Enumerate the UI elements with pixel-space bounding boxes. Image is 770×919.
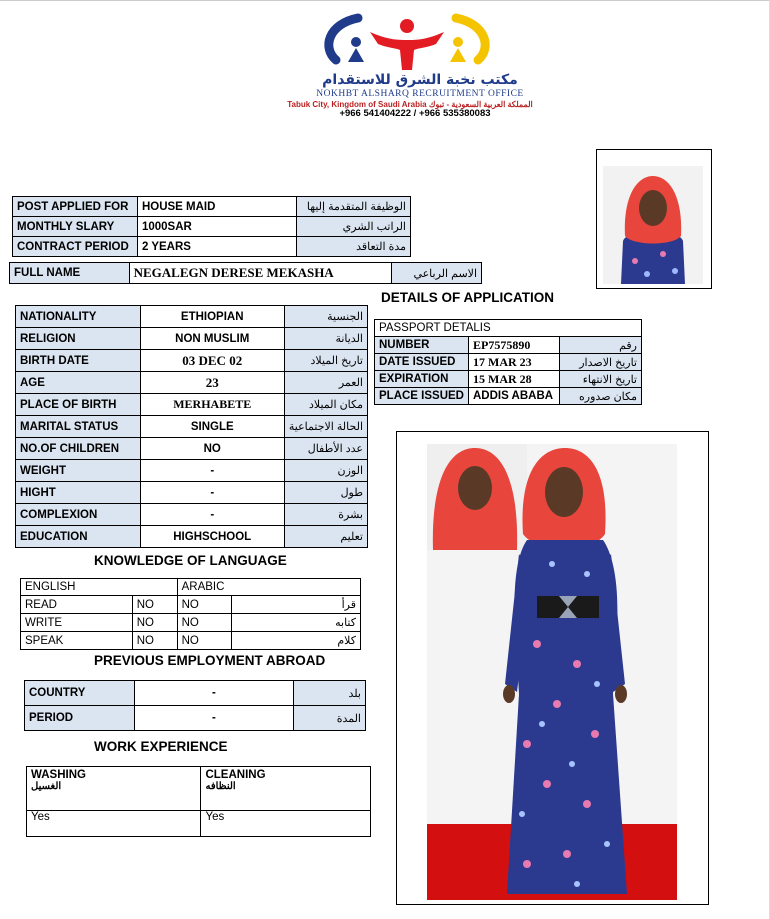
- table-row: [375, 354, 642, 371]
- language-arabic-header: ARABIC: [177, 579, 360, 596]
- previous-employment-heading: PREVIOUS EMPLOYMENT ABROAD: [94, 653, 326, 668]
- contract-label-ar: مدة التعاقد: [297, 237, 411, 257]
- table-row: [16, 350, 368, 372]
- country-value: -: [134, 681, 293, 706]
- details-heading: DETAILS OF APPLICATION: [381, 290, 554, 305]
- marital-status-label-ar: الحالة الاجتماعية: [284, 416, 367, 438]
- age-label-ar: العمر: [284, 372, 367, 394]
- passport-number-label-ar: رقم: [559, 337, 641, 354]
- religion-value: NON MUSLIM: [140, 328, 284, 350]
- complexion-label-ar: بشرة: [284, 504, 367, 526]
- salary-label-ar: الراتب الشري: [297, 217, 411, 237]
- language-write-arabic: NO: [177, 614, 232, 632]
- post-label: POST APPLIED FOR: [13, 197, 138, 217]
- expiration-label: EXPIRATION: [375, 371, 469, 388]
- post-value: HOUSE MAID: [137, 197, 296, 217]
- full-name-label: FULL NAME: [10, 263, 130, 284]
- page-top-border: [0, 0, 770, 1]
- expiration-value: 15 MAR 28: [469, 371, 560, 388]
- cleaning-value: Yes: [201, 811, 371, 837]
- education-label-ar: تعليم: [284, 526, 367, 548]
- religion-label-ar: الديانة: [284, 328, 367, 350]
- nationality-value: ETHIOPIAN: [140, 306, 284, 328]
- table-row: [21, 579, 361, 596]
- table-row: [16, 438, 368, 460]
- passport-table: [374, 319, 642, 405]
- height-value: -: [140, 482, 284, 504]
- place-of-birth-label: PLACE OF BIRTH: [16, 394, 141, 416]
- language-write-label: WRITE: [21, 614, 133, 632]
- office-phones: +966 541404222 / +966 535380083: [339, 108, 491, 119]
- full-name-table: [9, 262, 482, 284]
- language-read-label: READ: [21, 596, 133, 614]
- height-label: HIGHT: [16, 482, 141, 504]
- cleaning-label-ar: النظافه: [205, 781, 236, 792]
- table-row: [25, 681, 366, 706]
- application-table: [12, 196, 411, 257]
- birth-date-label: BIRTH DATE: [16, 350, 141, 372]
- table-row: [16, 460, 368, 482]
- salary-value: 1000SAR: [137, 217, 296, 237]
- cleaning-cell: [201, 767, 371, 811]
- photo-large-frame: [396, 431, 709, 905]
- language-speak-ar: كلام: [232, 632, 361, 650]
- cleaning-label: CLEANING: [205, 769, 266, 781]
- language-speak-arabic: NO: [177, 632, 232, 650]
- place-issued-label: PLACE ISSUED: [375, 388, 469, 405]
- table-row: [21, 596, 361, 614]
- office-address: Tabuk City, Kingdom of Saudi Arabia المملكة العربية السعودية - تبوك: [287, 100, 533, 109]
- work-experience-table: [26, 766, 371, 837]
- complexion-label: COMPLEXION: [16, 504, 141, 526]
- washing-label-ar: الغسيل: [31, 781, 62, 792]
- washing-label: WASHING: [31, 769, 86, 781]
- passport-title: PASSPORT DETALIS: [375, 320, 642, 337]
- period-label-ar: المدة: [294, 706, 366, 731]
- language-speak-english: NO: [132, 632, 177, 650]
- language-write-english: NO: [132, 614, 177, 632]
- table-row: [16, 416, 368, 438]
- age-value: 23: [140, 372, 284, 394]
- contract-value: 2 YEARS: [137, 237, 296, 257]
- table-row: [375, 371, 642, 388]
- children-value: NO: [140, 438, 284, 460]
- birth-date-value: 03 DEC 02: [140, 350, 284, 372]
- date-issued-label: DATE ISSUED: [375, 354, 469, 371]
- previous-employment-table: [24, 680, 366, 731]
- passport-number-value: EP7575890: [469, 337, 560, 354]
- children-label-ar: عدد الأطفال: [284, 438, 367, 460]
- language-heading: KNOWLEDGE OF LANGUAGE: [94, 553, 287, 568]
- work-experience-heading: WORK EXPERIENCE: [94, 739, 228, 754]
- table-row: [375, 337, 642, 354]
- weight-label-ar: الوزن: [284, 460, 367, 482]
- place-of-birth-label-ar: مكان الميلاد: [284, 394, 367, 416]
- table-row: [13, 237, 411, 257]
- table-row: [16, 394, 368, 416]
- date-issued-label-ar: تاريخ الاصدار: [559, 354, 641, 371]
- salary-label: MONTHLY SLARY: [13, 217, 138, 237]
- place-of-birth-value: MERHABETE: [140, 394, 284, 416]
- country-label-ar: بلد: [294, 681, 366, 706]
- table-row: [16, 482, 368, 504]
- children-label: NO.OF CHILDREN: [16, 438, 141, 460]
- language-read-arabic: NO: [177, 596, 232, 614]
- washing-cell: [27, 767, 201, 811]
- birth-date-label-ar: تاريخ الميلاد: [284, 350, 367, 372]
- table-row: [10, 263, 482, 284]
- weight-label: WEIGHT: [16, 460, 141, 482]
- washing-value: Yes: [27, 811, 201, 837]
- marital-status-value: SINGLE: [140, 416, 284, 438]
- language-write-ar: كتابه: [232, 614, 361, 632]
- language-speak-label: SPEAK: [21, 632, 133, 650]
- place-issued-label-ar: مكان صدوره: [559, 388, 641, 405]
- language-english-header: ENGLISH: [21, 579, 178, 596]
- table-row: [16, 526, 368, 548]
- education-value: HIGHSCHOOL: [140, 526, 284, 548]
- complexion-value: -: [140, 504, 284, 526]
- country-label: COUNTRY: [25, 681, 135, 706]
- table-row: [375, 388, 642, 405]
- details-table: [15, 305, 368, 548]
- table-row: [13, 217, 411, 237]
- marital-status-label: MARITAL STATUS: [16, 416, 141, 438]
- date-issued-value: 17 MAR 23: [469, 354, 560, 371]
- weight-value: -: [140, 460, 284, 482]
- post-label-ar: الوظيفة المتقدمة إليها: [297, 197, 411, 217]
- applicant-full-photo: [427, 444, 677, 900]
- passport-number-label: NUMBER: [375, 337, 469, 354]
- age-label: AGE: [16, 372, 141, 394]
- table-row: [21, 614, 361, 632]
- full-name-value: NEGALEGN DERESE MEKASHA: [129, 263, 392, 284]
- table-row: [13, 197, 411, 217]
- table-row: [16, 372, 368, 394]
- office-name-english: NOKHBT ALSHARQ RECRUITMENT OFFICE: [316, 89, 524, 99]
- height-label-ar: طول: [284, 482, 367, 504]
- period-label: PERIOD: [25, 706, 135, 731]
- language-read-ar: قرأ: [232, 596, 361, 614]
- table-row: [16, 306, 368, 328]
- table-row: [27, 811, 371, 837]
- table-row: [25, 706, 366, 731]
- contract-label: CONTRACT PERIOD: [13, 237, 138, 257]
- education-label: EDUCATION: [16, 526, 141, 548]
- period-value: -: [134, 706, 293, 731]
- applicant-portrait: [603, 166, 703, 284]
- table-row: [21, 632, 361, 650]
- nationality-label: NATIONALITY: [16, 306, 141, 328]
- table-row: [16, 328, 368, 350]
- language-table: [20, 578, 361, 650]
- religion-label: RELIGION: [16, 328, 141, 350]
- photo-small-frame: [596, 149, 712, 289]
- language-read-english: NO: [132, 596, 177, 614]
- table-row: [27, 767, 371, 811]
- office-name-arabic: مكتب نخبة الشرق للاستقدام: [322, 72, 518, 88]
- place-issued-value: ADDIS ABABA: [469, 388, 560, 405]
- table-row: [16, 504, 368, 526]
- table-row: [375, 320, 642, 337]
- nationality-label-ar: الجنسية: [284, 306, 367, 328]
- expiration-label-ar: تاريخ الانتهاء: [559, 371, 641, 388]
- full-name-label-ar: الاسم الرباعي: [392, 263, 482, 284]
- office-logo: [318, 10, 496, 78]
